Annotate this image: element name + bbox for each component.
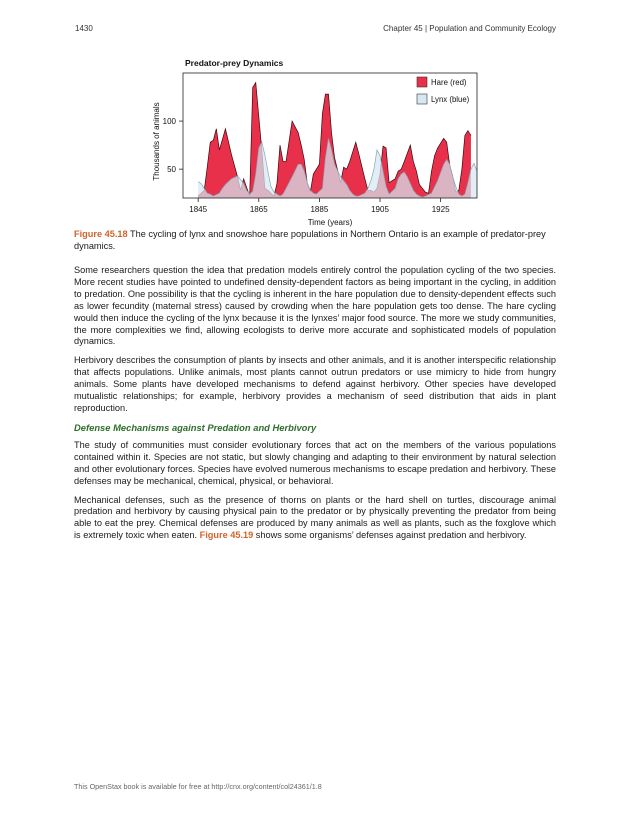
chapter-header: Chapter 45 | Population and Community Ecology	[383, 24, 556, 33]
paragraph-mechanical-defenses-end: shows some organisms’ defenses against predation and herbivory.	[253, 530, 527, 541]
legend-swatch-lynx	[417, 94, 427, 104]
x-tick-label: 1925	[431, 205, 450, 214]
figure-caption-text: The cycling of lynx and snowshoe hare populations in Northern Ontario is an example of predator-prey dynamics.	[74, 229, 546, 252]
predator-prey-chart	[150, 55, 490, 230]
y-axis-label: Thousands of animals	[152, 102, 161, 181]
footer-attribution: This OpenStax book is available for free at http://cnx.org/content/col24361/1.8	[74, 782, 322, 791]
section-heading-defense-mechanisms: Defense Mechanisms against Predation and Herbivory	[74, 421, 317, 433]
chart-title: Predator-prey Dynamics	[185, 58, 284, 68]
y-tick-label: 50	[167, 165, 176, 175]
figure-45-19-link[interactable]: Figure 45.19	[199, 530, 254, 541]
figure-caption	[74, 228, 556, 253]
y-tick-label: 100	[162, 117, 176, 127]
paragraph-predation-models: Some researchers question the idea that predation models entirely control the population cycling of the two species. More recent studies have pointed to undefined density-dependent factors as being important in the cycling, in addition to predation. One possibility is that the cycling is inherent in the hare population due to density-dependent effects such as lower fecundity (maternal stress) caused by crowding when the hare population gets too dense. The hare cycling would then induce the cycling of the lynx because it is the lynxes’ major food source. The more we study communities, the more complexities we find, allowing ecologists to derive more accurate and sophisticated models of population dynamics.	[74, 265, 556, 347]
x-tick-label: 1885	[310, 205, 329, 214]
legend-label-lynx: Lynx (blue)	[431, 95, 470, 104]
body-text	[74, 265, 556, 549]
paragraph-mechanical-defenses	[74, 495, 556, 543]
page-number: 1430	[75, 24, 93, 33]
legend-swatch-hare	[417, 77, 427, 87]
paragraph-herbivory: Herbivory describes the consumption of plants by insects and other animals, and it is another interspecific relationship that affects populations. Unlike animals, most plants cannot outrun predators or use mimicry to hide from hungry animals. Some plants have developed mechanisms to defend against herbivory. Other species have developed mutualistic relationships; for example, herbivory provides a mechanism of seed distribution that aids in plant reproduction.	[74, 355, 556, 413]
x-tick-label: 1865	[249, 205, 268, 214]
x-axis-label: Time (years)	[307, 218, 353, 227]
legend-label-hare: Hare (red)	[431, 78, 467, 87]
figure-label: Figure 45.18	[74, 229, 128, 239]
paragraph-evolutionary-forces: The study of communities must consider evolutionary forces that act on the members of the various populations contained within it. Species are not static, but slowly changing and adapting to their environment by natural selection and other evolutionary forces. Species have evolved numerous mechanisms to escape predation and herbivory. These defenses may be mechanical, chemical, physical, or behavioral.	[74, 439, 556, 486]
x-tick-label: 1845	[189, 205, 208, 214]
x-tick-label: 1905	[371, 205, 389, 214]
paragraph-mechanical-defenses-start: Mechanical defenses, such as the presence of thorns on plants or the hard shell on turtles, discourage animal predation and herbivory by causing physical pain to the predator or by physically preventing the predator from being able to eat the prey. Chemical defenses are produced by many animals as well as plants, such as the foxglove which is extremely toxic when eaten.	[74, 494, 556, 541]
